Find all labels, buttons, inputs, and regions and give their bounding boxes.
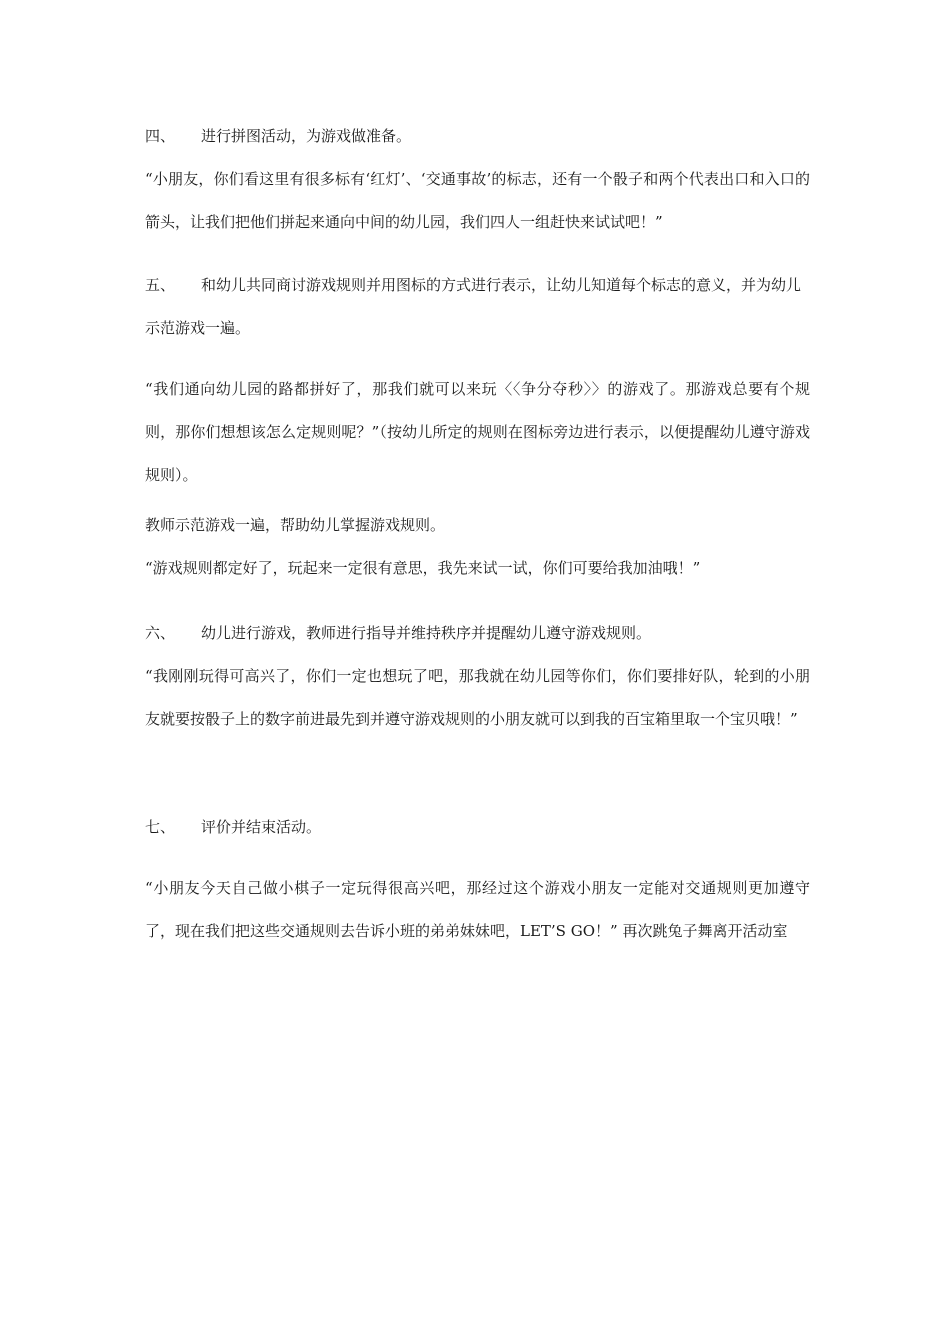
section-number: 六、 [145, 624, 176, 642]
section-6-heading [145, 612, 810, 655]
section-7-heading [145, 806, 810, 849]
section-number: 五、 [145, 276, 176, 294]
section-5-heading [145, 264, 810, 350]
section-6-paragraph: “我刚刚玩得可高兴了，你们一定也想玩了吧，那我就在幼儿园等你们，你们要排好队，轮到的小朋友就要按骰子上的数字前进最先到并遵守游戏规则的小朋友就可以到我的百宝箱里取一个宝贝哦！” [145, 667, 810, 728]
section-4-paragraph: “小朋友，你们看这里有很多标有‘红灯’、‘交通事故’的标志，还有一个骰子和两个代表出口和入口的箭头，让我们把他们拼起来通向中间的幼儿园，我们四人一组赶快来试试吧！” [145, 170, 810, 231]
section-7-paragraph: “小朋友今天自己做小棋子一定玩得很高兴吧，那经过这个游戏小朋友一定能对交通规则更加遵守了，现在我们把这些交通规则去告诉小班的弟弟妹妹吧，LET’S GO！” 再次跳兔子舞离开活动室 [145, 879, 810, 940]
section-title: 和幼儿共同商讨游戏规则并用图标的方式进行表示，让幼儿知道每个标志的意义，并为幼儿示范游戏一遍。 [145, 276, 802, 337]
section-title: 幼儿进行游戏，教师进行指导并维持秩序并提醒幼儿遵守游戏规则。 [201, 624, 652, 642]
section-number: 七、 [145, 818, 176, 836]
section-number: 四、 [145, 127, 176, 145]
section-5-paragraph-1: “我们通向幼儿园的路都拼好了，那我们就可以来玩〈〈争分夺秒〉〉的游戏了。那游戏总要有个规则，那你们想想该怎么定规则呢？”（按幼儿所定的规则在图标旁边进行表示，以便提醒幼儿遵守游戏规则）。 [145, 380, 810, 484]
section-title: 进行拼图活动，为游戏做准备。 [201, 127, 412, 145]
section-4-heading [145, 115, 810, 158]
section-5-paragraph-2: 教师示范游戏一遍，帮助幼儿掌握游戏规则。 [145, 516, 446, 534]
section-title: 评价并结束活动。 [201, 818, 322, 836]
section-5-paragraph-3: “游戏规则都定好了，玩起来一定很有意思，我先来试一试，你们可要给我加油哦！” [145, 559, 701, 577]
